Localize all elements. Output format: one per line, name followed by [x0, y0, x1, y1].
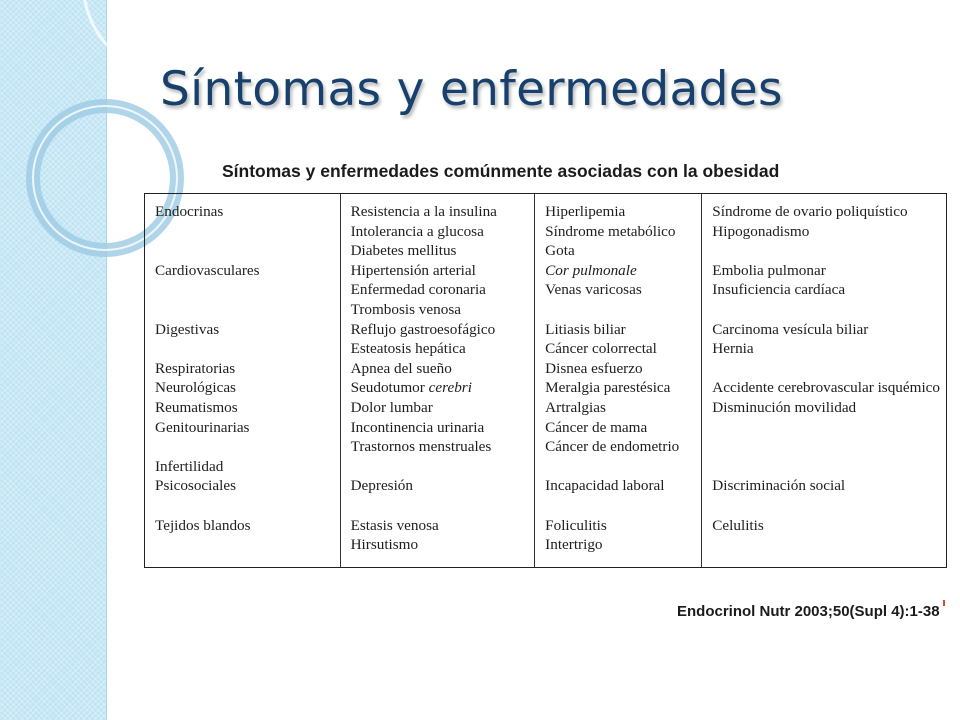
table-cell: Enfermedad coronaria: [350, 281, 486, 299]
table-cell: Apnea del sueño: [350, 359, 452, 377]
table-cell: Disnea esfuerzo: [545, 359, 643, 377]
table-cell: Respiratorias: [155, 359, 236, 377]
table-cell: Meralgia parestésica: [545, 379, 671, 397]
table-cell: Cáncer colorrectal: [545, 340, 657, 358]
table-cell: Intolerancia a glucosa: [350, 222, 484, 240]
table-cell: Incapacidad laboral: [545, 477, 665, 495]
table-column-categories: [145, 194, 340, 567]
table-cell: Cáncer de mama: [545, 418, 648, 436]
table-cell: [351, 496, 529, 516]
page-title: Síntomas y enfermedades: [160, 62, 783, 117]
table-cell: Esteatosis hepática: [350, 340, 466, 358]
table-cell: [155, 280, 334, 300]
table-cell: [155, 222, 334, 242]
table-cell: Neurológicas: [155, 379, 236, 397]
table-cell: [712, 437, 940, 457]
table-cell: Seudotumor cerebri: [350, 379, 472, 397]
table-cell: Discriminación social: [712, 477, 846, 495]
source-citation: Endocrinol Nutr 2003;50(Supl 4):1-38: [677, 603, 940, 620]
table-cell: Hipogonadismo: [712, 222, 810, 240]
table-cell: Reflujo gastroesofágico: [350, 320, 496, 338]
table-cell: Reumatismos: [155, 398, 238, 416]
table-cell: [545, 496, 695, 516]
table-cell: [155, 339, 334, 359]
table-cell: Estasis venosa: [350, 516, 439, 534]
disease-table: [144, 193, 947, 568]
table-cell: [155, 496, 334, 516]
table-cell: Insuficiencia cardíaca: [712, 281, 846, 299]
table-cell: [155, 437, 334, 457]
table-cell: [712, 300, 940, 320]
table-cell: Litiasis biliar: [545, 320, 626, 338]
table-cell: Disminución movilidad: [712, 398, 857, 416]
table-cell: Digestivas: [155, 320, 220, 338]
table-cell: Cor pulmonale: [545, 261, 637, 279]
table-cell: Dolor lumbar: [350, 398, 433, 416]
table-cell: Tejidos blandos: [155, 516, 251, 534]
table-cell: Genitourinarias: [155, 418, 250, 436]
table-cell: [155, 241, 334, 261]
table-cell: [712, 457, 940, 477]
table-cell: Intertrigo: [545, 536, 603, 554]
table-cell: Hiperlipemia: [545, 203, 626, 220]
table-cell: [545, 457, 695, 477]
table-cell: Celulitis: [712, 516, 764, 534]
table-column-4: [701, 194, 946, 567]
table-cell: Resistencia a la insulina: [350, 203, 497, 220]
stray-mark: [943, 600, 945, 606]
table-cell: Embolia pulmonar: [712, 261, 826, 279]
table-cell: Carcinoma vesícula biliar: [712, 320, 869, 338]
table-cell: [155, 300, 334, 320]
table-caption: Síntomas y enfermedades comúnmente asociadas con la obesidad: [222, 161, 780, 181]
table-cell: Depresión: [350, 477, 413, 495]
table-cell: Trombosis venosa: [350, 300, 461, 318]
table-cell: Gota: [545, 242, 575, 260]
table-cell: Foliculitis: [545, 516, 607, 534]
table-cell: [712, 359, 940, 379]
table-cell: Diabetes mellitus: [350, 242, 457, 260]
table-cell: Venas varicosas: [545, 281, 642, 299]
table-cell: [712, 496, 940, 516]
table-cell: Cardiovasculares: [155, 261, 260, 279]
table-column-3: [534, 194, 701, 567]
table-cell: Síndrome de ovario poliquístico: [712, 203, 908, 220]
table-cell: Síndrome metabólico: [545, 222, 676, 240]
table-cell: [351, 457, 529, 477]
table-cell: Hipertensión arterial: [350, 261, 476, 279]
table-cell: Endocrinas: [155, 203, 224, 220]
table-cell: [712, 418, 940, 438]
table-cell: Accidente cerebrovascular isquémico: [712, 379, 940, 397]
table-cell: [545, 300, 695, 320]
table-cell: Hirsutismo: [350, 536, 419, 554]
table-cell: Incontinencia urinaria: [350, 418, 485, 436]
table-cell: Trastornos menstruales: [350, 438, 492, 456]
table-cell: Artralgias: [545, 398, 606, 416]
table-column-2: [340, 194, 535, 567]
table-cell: Hernia: [712, 340, 754, 358]
table-cell: [712, 241, 940, 261]
table-cell: Cáncer de endometrio: [545, 438, 680, 456]
table-cell: Infertilidad: [155, 457, 224, 475]
table-cell: Psicosociales: [155, 477, 236, 495]
